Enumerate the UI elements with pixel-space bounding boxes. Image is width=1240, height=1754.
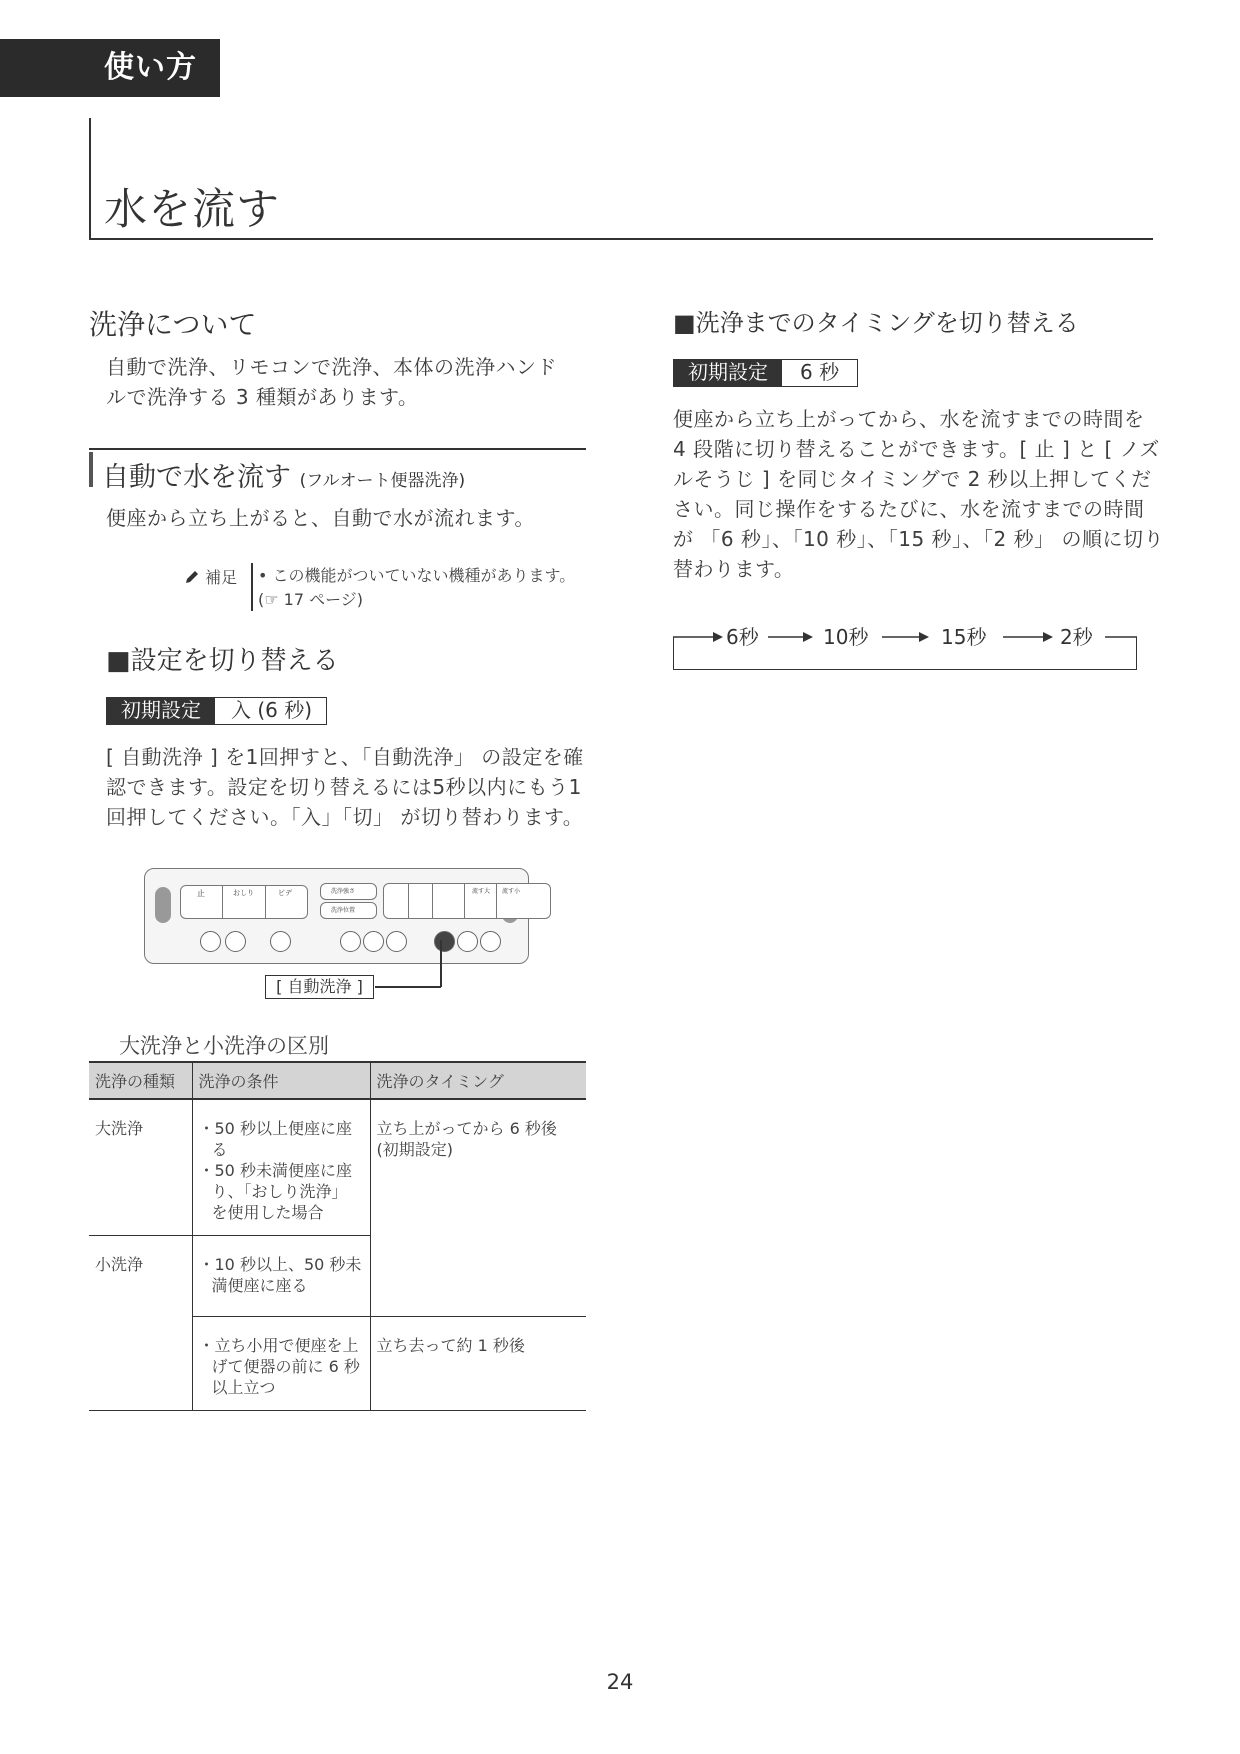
panel-round-button: [386, 931, 407, 952]
table-header: 洗浄の条件: [192, 1062, 370, 1099]
panel-flush-small-label: 流す小: [502, 888, 521, 895]
callout-leader-horizontal: [375, 986, 441, 988]
note-label-text: 補足: [205, 568, 238, 587]
timing-default-box: [673, 359, 858, 387]
note-line: • この機能がついていない機種があります。: [258, 566, 576, 585]
flow-step: 15秒: [941, 622, 986, 652]
section-tab: 使い方: [0, 39, 220, 97]
auto-heading-marker: [89, 452, 93, 487]
flow-step: 2秒: [1060, 622, 1093, 652]
panel-round-button: [340, 931, 361, 952]
note-text: [258, 564, 575, 612]
callout-leader-vertical: [440, 940, 442, 987]
panel-round-button: [457, 931, 478, 952]
timing-body: [673, 404, 1164, 584]
note-label: [184, 565, 237, 588]
timing-body-line: が 「6 秒」、「10 秒」、「15 秒」、「2 秒」 の順に切り: [673, 527, 1164, 551]
panel-round-button: [225, 931, 246, 952]
panel-stop-label: 止: [197, 889, 205, 898]
condition-item: ・50 秒未満便座に座り、「おしり洗浄」 を使用した場合: [198, 1161, 352, 1222]
switch-body-line: [ 自動洗浄 ] を1回押すと、「自動洗浄」 の設定を確: [106, 745, 584, 769]
switch-setting-heading: ■設定を切り替える: [106, 646, 339, 676]
switch-body-line: 回押してください。「入」「切」 が切り替わります。: [106, 805, 584, 829]
default-label: 初期設定: [107, 698, 215, 724]
switch-setting-default-box: [106, 697, 327, 725]
table-caption: 大洗浄と小洗浄の区別: [119, 1034, 329, 1058]
auto-body: 便座から立ち上がると、自動で水が流れます。: [106, 506, 535, 530]
panel-left-knob: [155, 887, 171, 923]
timing-heading: ■洗浄までのタイミングを切り替える: [673, 309, 1079, 337]
page-title: 水を流す: [104, 185, 280, 235]
flush-comparison-table: [89, 1061, 586, 1411]
pencil-icon: [184, 569, 200, 585]
table-header: 洗浄の種類: [89, 1062, 192, 1099]
panel-round-button: [200, 931, 221, 952]
auto-heading-main: 自動で水を流す: [102, 462, 291, 493]
table-row: [89, 1099, 586, 1236]
default-value: 6 秒: [800, 360, 840, 384]
timing-body-line: ルそうじ ] を同じタイミングで 2 秒以上押してくだ: [673, 467, 1152, 491]
default-value: 入 (6 秒): [231, 698, 313, 722]
auto-flush-callout: [ 自動洗浄 ]: [265, 975, 374, 999]
title-divider-horizontal: [89, 238, 1153, 240]
auto-heading: [102, 455, 465, 494]
panel-round-button: [270, 931, 291, 952]
panel-round-button: [480, 931, 501, 952]
about-heading: 洗浄について: [89, 308, 257, 341]
condition-item: ・50 秒以上便座に座る: [198, 1119, 352, 1159]
table-cell-condition: [192, 1236, 370, 1317]
note-line: (☞ 17 ページ): [258, 590, 364, 609]
auto-heading-rule: [89, 448, 586, 450]
default-label: 初期設定: [674, 360, 782, 386]
table-header: 洗浄のタイミング: [370, 1062, 586, 1099]
timing-body-line: さい。同じ操作をするたびに、水を流すまでの時間: [673, 497, 1145, 521]
panel-position-buttons: [320, 902, 377, 919]
title-divider-vertical: [89, 118, 91, 240]
timing-body-line: 4 段階に切り替えることができます。[ 止 ] と [ ノズ: [673, 437, 1160, 461]
panel-top-left-buttons: [180, 885, 308, 919]
panel-round-button: [363, 931, 384, 952]
page-number: 24: [606, 1670, 634, 1694]
timing-body-line: 替わります。: [673, 557, 795, 581]
table-cell-type: 小洗浄: [89, 1236, 192, 1411]
flow-step: 10秒: [823, 622, 868, 652]
table-cell-timing: 立ち去って約 1 秒後: [370, 1317, 586, 1411]
timing-text: 立ち上がってから 6 秒後 (初期設定): [376, 1119, 557, 1159]
panel-pressure-label: 洗浄強さ: [331, 888, 356, 895]
timing-body-line: 便座から立ち上がってから、水を流すまでの時間を: [673, 407, 1145, 431]
panel-flush-large-label: 流す大: [472, 888, 491, 895]
auto-heading-sub: (フルオート便器洗浄): [299, 471, 466, 491]
note-separator: [251, 563, 253, 611]
panel-bidet-label: ビデ: [278, 889, 292, 897]
flow-step: 6秒: [726, 622, 759, 652]
condition-item: ・10 秒以上、50 秒未満便座に座る: [198, 1255, 362, 1295]
table-cell-condition: [192, 1317, 370, 1411]
table-cell-type: 大洗浄: [89, 1099, 192, 1236]
remote-panel-illustration: [144, 868, 529, 964]
about-body-line: ルで洗浄する 3 種類があります。: [106, 385, 419, 409]
condition-item: ・立ち小用で便座を上げて便器の前に 6 秒以上立つ: [198, 1336, 360, 1397]
panel-flush-buttons: [383, 883, 551, 919]
table-cell-condition: [192, 1099, 370, 1236]
panel-position-label: 洗浄位置: [331, 907, 356, 914]
about-body: [106, 352, 557, 412]
switch-setting-body: [106, 742, 584, 832]
switch-body-line: 認できます。設定を切り替えるには5秒以内にもう1: [106, 775, 582, 799]
panel-oshiri-label: おしり: [233, 889, 254, 897]
panel-auto-flush-button: [434, 931, 455, 952]
panel-pressure-buttons: [320, 883, 377, 900]
about-body-line: 自動で洗浄、リモコンで洗浄、本体の洗浄ハンド: [106, 355, 557, 379]
table-cell-timing: [370, 1099, 586, 1317]
